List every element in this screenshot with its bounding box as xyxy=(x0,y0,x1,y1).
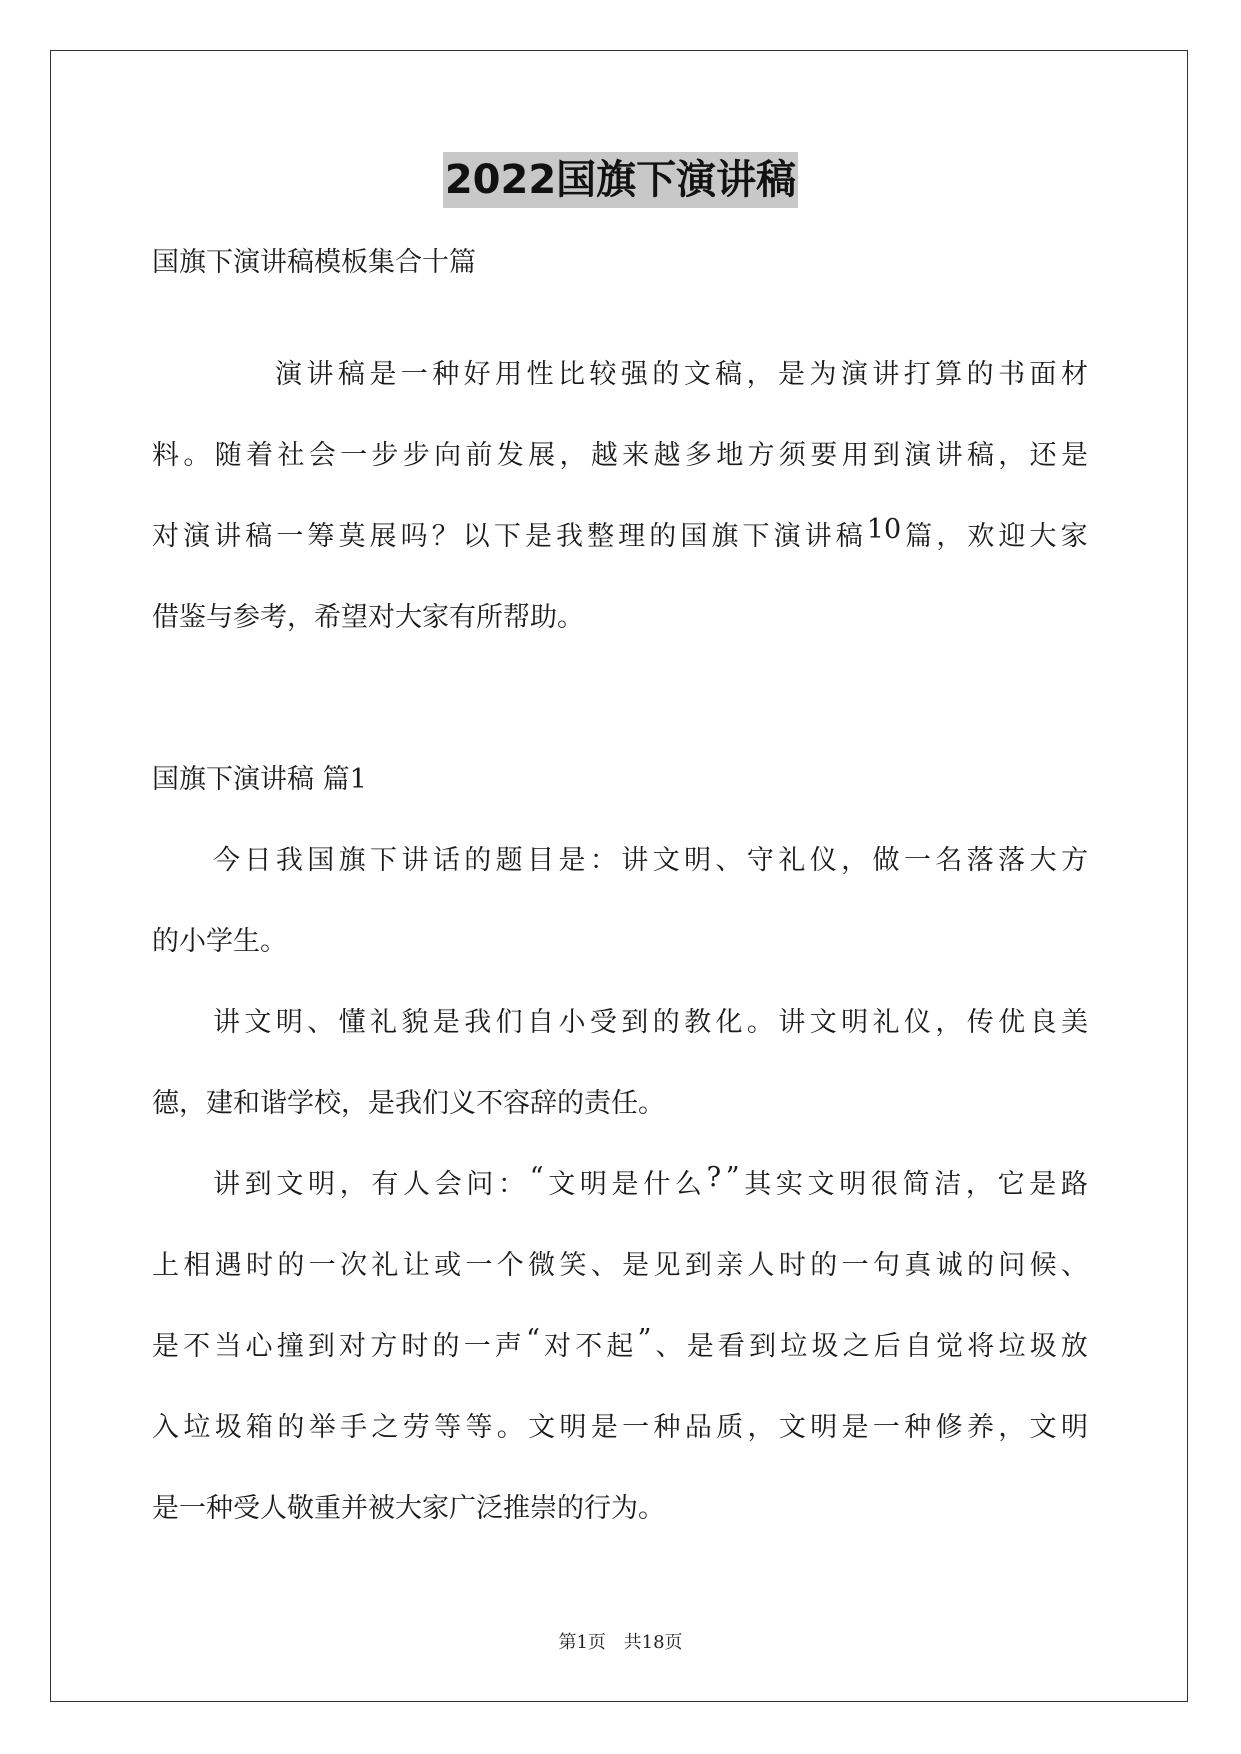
paragraph-line: 是一种受人敬重并被大家广泛推崇的行为。 xyxy=(152,1493,665,1524)
paragraph-line: 上 相 遇 时 的 一 次 礼 让 或 一 个 微 笑 、 是 见 到 亲 人 时 的 一 句 真 诚 的 问 候 、 xyxy=(152,1250,1088,1281)
paragraph-line: 入 垃 圾 箱 的 举 手 之 劳 等 等 。 文 明 是 一 种 品 质 ， 文 明 是 一 种 修 养 ， 文 明 xyxy=(152,1412,1088,1443)
intro-line: 演 讲 稿 是 一 种 好 用 性 比 较 强 的 文 稿 ， 是 为 演 讲 打 算 的 书 面 材 xyxy=(275,359,1088,390)
paragraph-line: 是 不 当 心 撞 到 对 方 时 的 一 声 “ 对 不 起 ” 、 是 看 到 垃 圾 之 后 自 觉 将 垃 圾 放 xyxy=(152,1324,1088,1362)
page-number: 第1页 xyxy=(558,1632,606,1653)
intro-line: 料 。 随 着 社 会 一 步 步 向 前 发 展 ， 越 来 越 多 地 方 须 要 用 到 演 讲 稿 ， 还 是 xyxy=(152,440,1088,471)
paragraph-line: 今 日 我 国 旗 下 讲 话 的 题 目 是 ： 讲 文 明 、 守 礼 仪 ， 做 一 名 落 落 大 方 xyxy=(213,845,1088,876)
intro-line: 借鉴与参考，希望对大家有所帮助。 xyxy=(152,602,584,633)
paragraph-line: 德，建和谐学校，是我们义不容辞的责任。 xyxy=(152,1088,665,1119)
title-wrap xyxy=(0,152,1241,208)
intro-line: 对 演 讲 稿 一 筹 莫 展 吗 ？ 以 下 是 我 整 理 的 国 旗 下 演 讲 稿 10 篇 ， 欢 迎 大 家 xyxy=(152,514,1088,552)
document-title: 2022国旗下演讲稿 xyxy=(443,152,798,208)
paragraph-line: 讲 到 文 明 ， 有 人 会 问 ： “ 文 明 是 什 么 ? ” 其 实 文 明 很 简 洁 ， 它 是 路 xyxy=(213,1162,1088,1200)
paragraph-line: 讲 文 明 、 懂 礼 貌 是 我 们 自 小 受 到 的 教 化 。 讲 文 明 礼 仪 ， 传 优 良 美 xyxy=(213,1007,1088,1038)
page-footer xyxy=(0,1628,1241,1654)
page-total: 共18页 xyxy=(623,1632,683,1653)
paragraph-line: 的小学生。 xyxy=(152,926,287,957)
document-subtitle: 国旗下演讲稿模板集合十篇 xyxy=(152,247,476,278)
section-heading: 国旗下演讲稿 篇1 xyxy=(152,764,367,795)
